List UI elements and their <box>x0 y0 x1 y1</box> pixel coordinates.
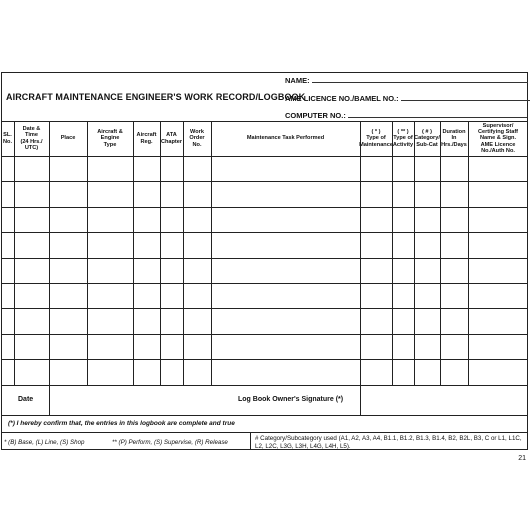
maintenance-type-legend: * (B) Base, (L) Line, (S) Shop <box>4 439 85 446</box>
legend-divider <box>250 432 251 450</box>
name-label: NAME: <box>285 76 310 85</box>
table-row[interactable] <box>1 308 528 333</box>
column-header: Date & Time (24 Hrs./ UTC) <box>20 125 43 151</box>
date-row-rule <box>1 415 528 416</box>
form-title: AIRCRAFT MAINTENANCE ENGINEER'S WORK RECORD/LOGBOOK <box>6 92 306 102</box>
category-legend: # Category/Subcategory used (A1, A2, A3, A4, B1.1, B1.2, B1.3, B1.4, B2, B2L, B3, C or L1, L1C, L2, L2C, L3G, L3H, L4G, L4H, L5). <box>255 435 522 450</box>
licence-field <box>285 94 530 103</box>
row-rule <box>1 385 528 386</box>
licence-label: AME LICENCE NO./BAMEL NO.: <box>285 94 399 103</box>
page-number: 21 <box>518 455 526 462</box>
signature-cell-divider <box>360 385 361 415</box>
column-header: ATA Chapter <box>160 132 183 145</box>
activity-type-legend: ** (P) Perform, (S) Supervise, (R) Release <box>112 439 228 446</box>
table-row[interactable] <box>1 156 528 181</box>
name-field <box>285 76 528 85</box>
signature-label: Log Book Owner's Signature (*) <box>238 396 344 403</box>
computer-input-line[interactable] <box>348 117 527 118</box>
date-label: Date <box>18 396 34 403</box>
column-header: Supervisor/ Certifying Staff Name & Sign. AME Licence No./Auth No. <box>477 122 519 154</box>
column-header: Duration In Hrs./Days <box>441 129 467 148</box>
licence-input-line[interactable] <box>401 100 530 101</box>
column-header: Work Order No. <box>189 129 205 148</box>
table-row[interactable] <box>1 181 528 206</box>
column-header: ( # ) Category/ Sub-Cat <box>414 129 440 148</box>
table-row[interactable] <box>1 232 528 257</box>
table-row[interactable] <box>1 334 528 359</box>
column-header: Maintenance Task Performed <box>246 135 325 142</box>
column-header: Aircraft Reg. <box>136 132 157 145</box>
table-row[interactable] <box>1 359 528 384</box>
name-input-line[interactable] <box>312 82 528 83</box>
column-header: Place <box>60 135 76 142</box>
table-row[interactable] <box>1 258 528 283</box>
date-cell-divider <box>49 385 50 415</box>
confirmation-note: (*) I hereby confirm that, the entries in this logbook are complete and true <box>8 420 235 427</box>
confirmation-rule <box>1 432 528 433</box>
column-header: SL. No. <box>2 132 12 145</box>
column-header: ( * ) Type of Maintenance <box>359 129 393 148</box>
table-row[interactable] <box>1 207 528 232</box>
table-row[interactable] <box>1 283 528 308</box>
column-header: ( ** ) Type of Activity <box>392 129 414 148</box>
column-header: Aircraft & Engine Type <box>97 129 123 148</box>
computer-label: COMPUTER NO.: <box>285 111 346 120</box>
computer-field <box>285 111 527 120</box>
